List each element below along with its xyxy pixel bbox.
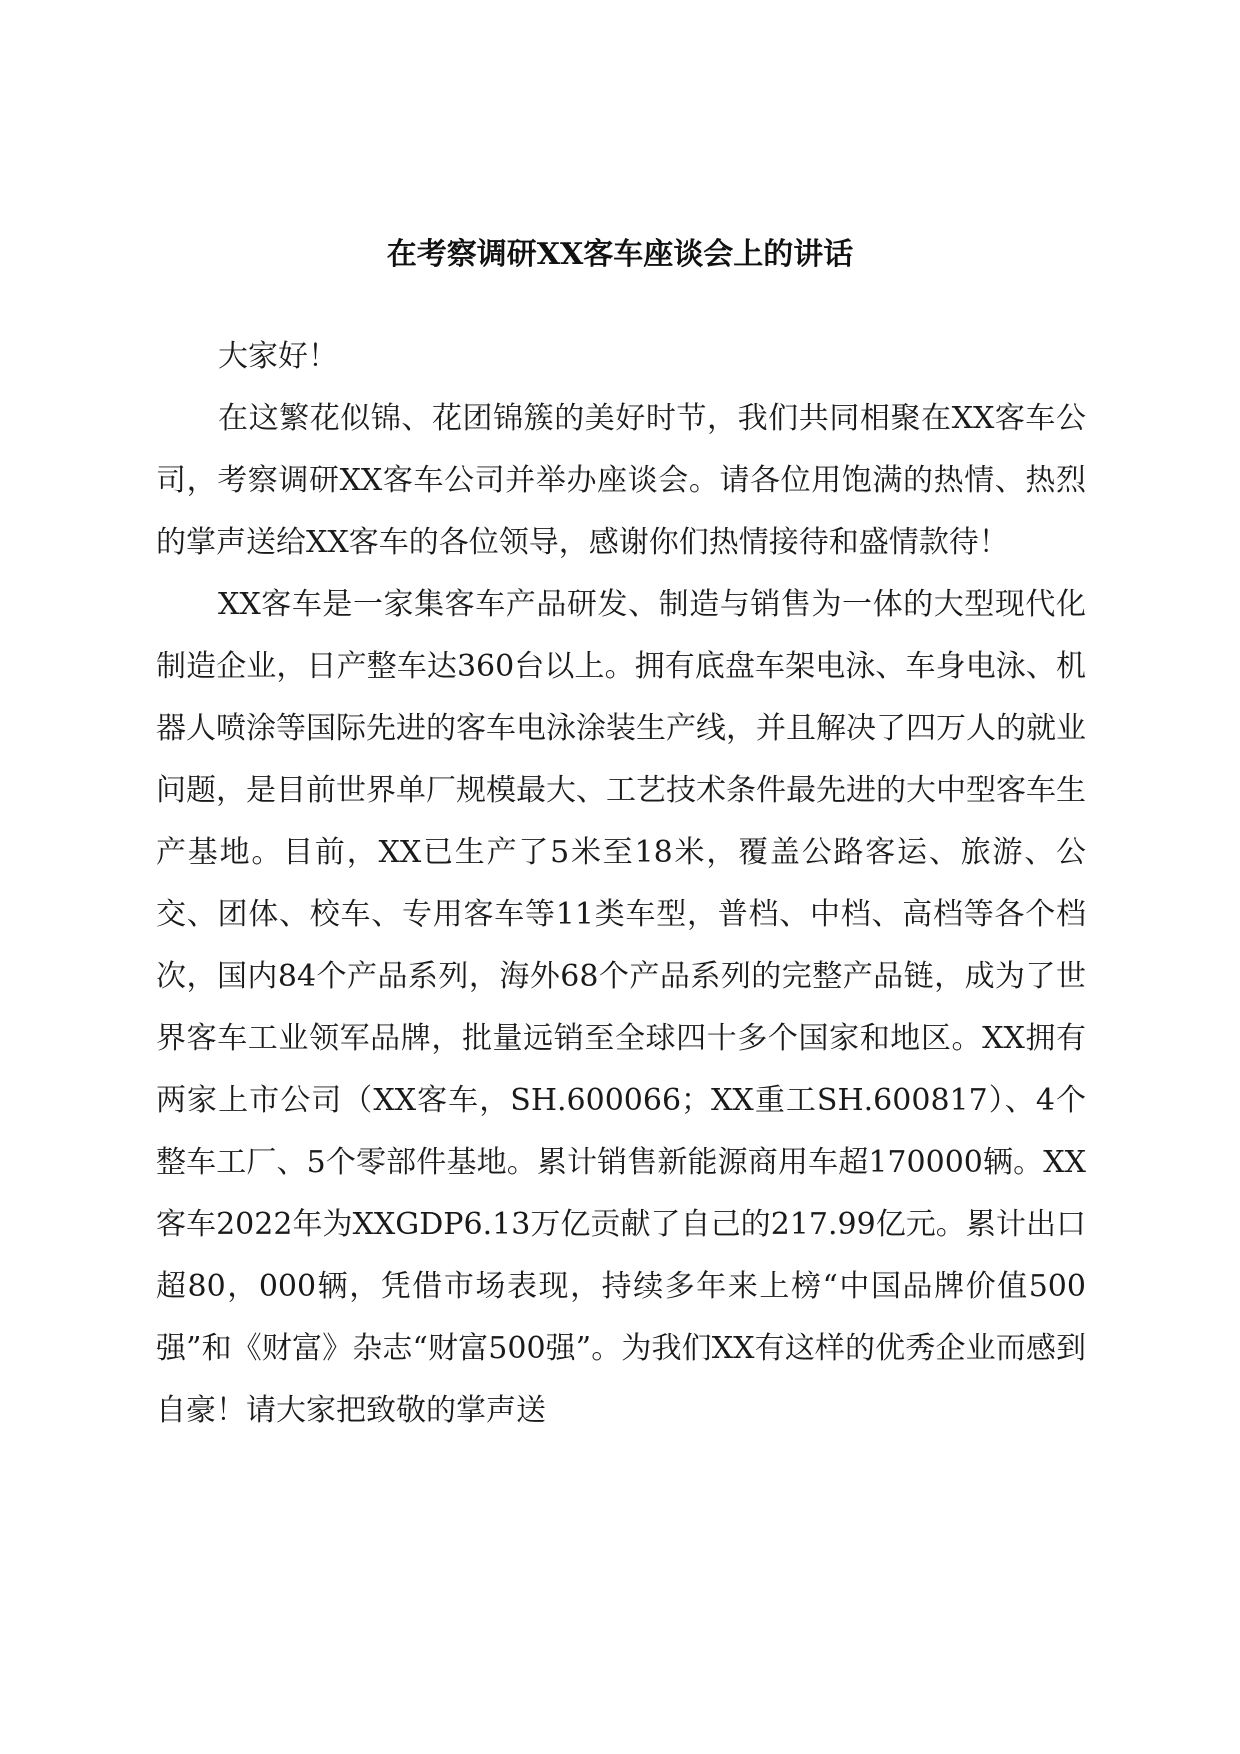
- paragraph-company-profile: XX客车是一家集客车产品研发、制造与销售为一体的大型现代化制造企业，日产整车达360台以上。拥有底盘车架电泳、车身电泳、机器人喷涂等国际先进的客车电泳涂装生产线，并且解决了四万人的就业问题，是目前世界单厂规模最大、工艺技术条件最先进的大中型客车生产基地。目前，XX已生产了5米至18米，覆盖公路客运、旅游、公交、团体、校车、专用客车等11类车型，普档、中档、高档等各个档次，国内84个产品系列，海外68个产品系列的完整产品链，成为了世界客车工业领军品牌，批量远销至全球四十多个国家和地区。XX拥有两家上市公司（XX客车，SH.600066；XX重工SH.600817）、4个整车工厂、5个零部件基地。累计销售新能源商用车超170000辆。XX客车2022年为XXGDP6.13万亿贡献了自己的217.99亿元。累计出口超80，000辆，凭借市场表现，持续多年来上榜“中国品牌价值500强”和《财富》杂志“财富500强”。为我们XX有这样的优秀企业而感到自豪！请大家把致敬的掌声送: [156, 587, 1086, 1428]
- document-title: 在考察调研XX客车座谈会上的讲话: [386, 237, 854, 272]
- paragraph-intro: 在这繁花似锦、花团锦簇的美好时节，我们共同相聚在XX客车公司，考察调研XX客车公司并举办座谈会。请各位用饱满的热情、热烈的掌声送给XX客车的各位领导，感谢你们热情接待和盛情款待！: [156, 401, 1086, 560]
- document-body: [156, 326, 1086, 1442]
- paragraph-greeting: 大家好！: [218, 339, 338, 374]
